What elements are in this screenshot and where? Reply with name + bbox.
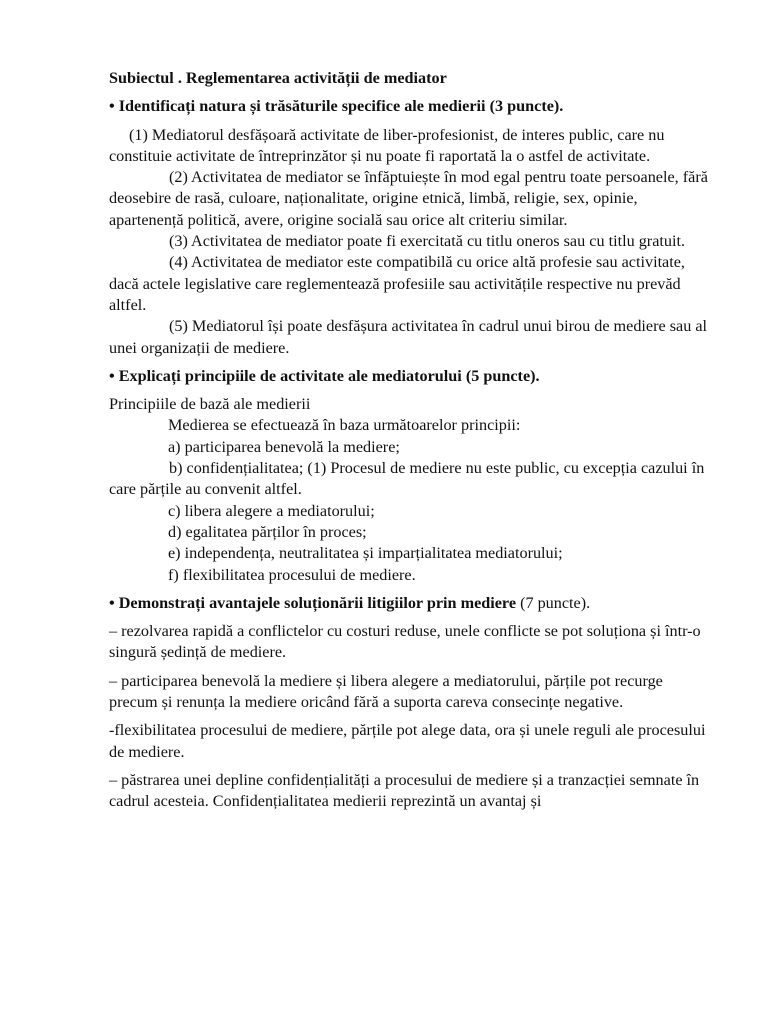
principles-intro: Medierea se efectuează în baza următoarelor principii: — [168, 416, 521, 435]
advantage-4: – păstrarea unei depline confidențialități a procesului de mediere și a tranzacției semnate în cadrul acesteia. Confidențialitatea medierii reprezintă un avantaj și — [109, 770, 700, 811]
principle-b: b) confidențialitatea; (1) Procesul de mediere nu este public, cu excepția cazului în care părțile au convenit altfel. — [109, 459, 705, 499]
advantage-2: – participarea benevolă la mediere și libera alegere a mediatorului, părțile pot recurge precum și renunța la mediere oricând fără a suporta careva consecințe negative. — [109, 671, 663, 712]
document-title: Subiectul . Reglementarea activității de mediator — [109, 69, 447, 87]
question-3-text: • Demonstrați avantajele soluționării litigiilor prin mediere — [109, 593, 517, 612]
question-2 — [109, 366, 713, 387]
question-1 — [109, 96, 713, 117]
principle-f: f) flexibilitatea procesului de mediere. — [168, 565, 416, 584]
principle-d: d) egalitatea părților în proces; — [168, 522, 367, 541]
document-page — [109, 68, 713, 813]
principle-c: c) libera alegere a mediatorului; — [168, 501, 375, 520]
paragraph-4: (4) Activitatea de mediator este compatibilă cu orice altă profesie sau activitate, dacă actele legislative care reglementează profesiile sau activitățile respective nu prevăd altfel. — [109, 253, 685, 314]
paragraph-3: (3) Activitatea de mediator poate fi exercitată cu titlu oneros sau cu titlu gratuit. — [169, 232, 686, 251]
advantage-3: -flexibilitatea procesului de mediere, părțile pot alege data, ora și unele reguli ale procesului de mediere. — [109, 721, 706, 761]
question-3-points: (7 puncte). — [520, 593, 591, 612]
question-2-text: • Explicați principiile de activitate ale mediatorului — [109, 366, 462, 385]
principle-e: e) independența, neutralitatea și imparțialitatea mediatorului; — [168, 544, 563, 563]
paragraph-2: (2) Activitatea de mediator se înfăptuiește în mod egal pentru toate persoanele, fără deosebire de rasă, culoare, naționalitate, origine etnică, limbă, religie, sex, opinie, apartenență politică, avere, origine socială sau orice alt criteriu similar. — [109, 168, 708, 229]
question-1-points: (3 puncte). — [489, 97, 564, 116]
question-1-text: • Identificați natura și trăsăturile specifice ale medierii — [109, 97, 486, 116]
paragraph-1: (1) Mediatorul desfășoară activitate de liber-profesionist, de interes public, care nu constituie activitate de întreprinzător și nu poate fi raportată la o astfel de activitate. — [109, 125, 665, 165]
advantage-1: – rezolvarea rapidă a conflictelor cu costuri reduse, unele conflicte se pot soluționa și într-o singură ședință de mediere. — [109, 622, 701, 662]
principle-a: a) participarea benevolă la mediere; — [168, 437, 400, 456]
question-3 — [109, 593, 713, 614]
principles-heading: Principiile de bază ale medierii — [109, 395, 311, 414]
question-2-points: (5 puncte). — [465, 366, 540, 385]
paragraph-5: (5) Mediatorul își poate desfășura activitatea în cadrul unui birou de mediere sau al unei organizații de mediere. — [109, 317, 708, 357]
